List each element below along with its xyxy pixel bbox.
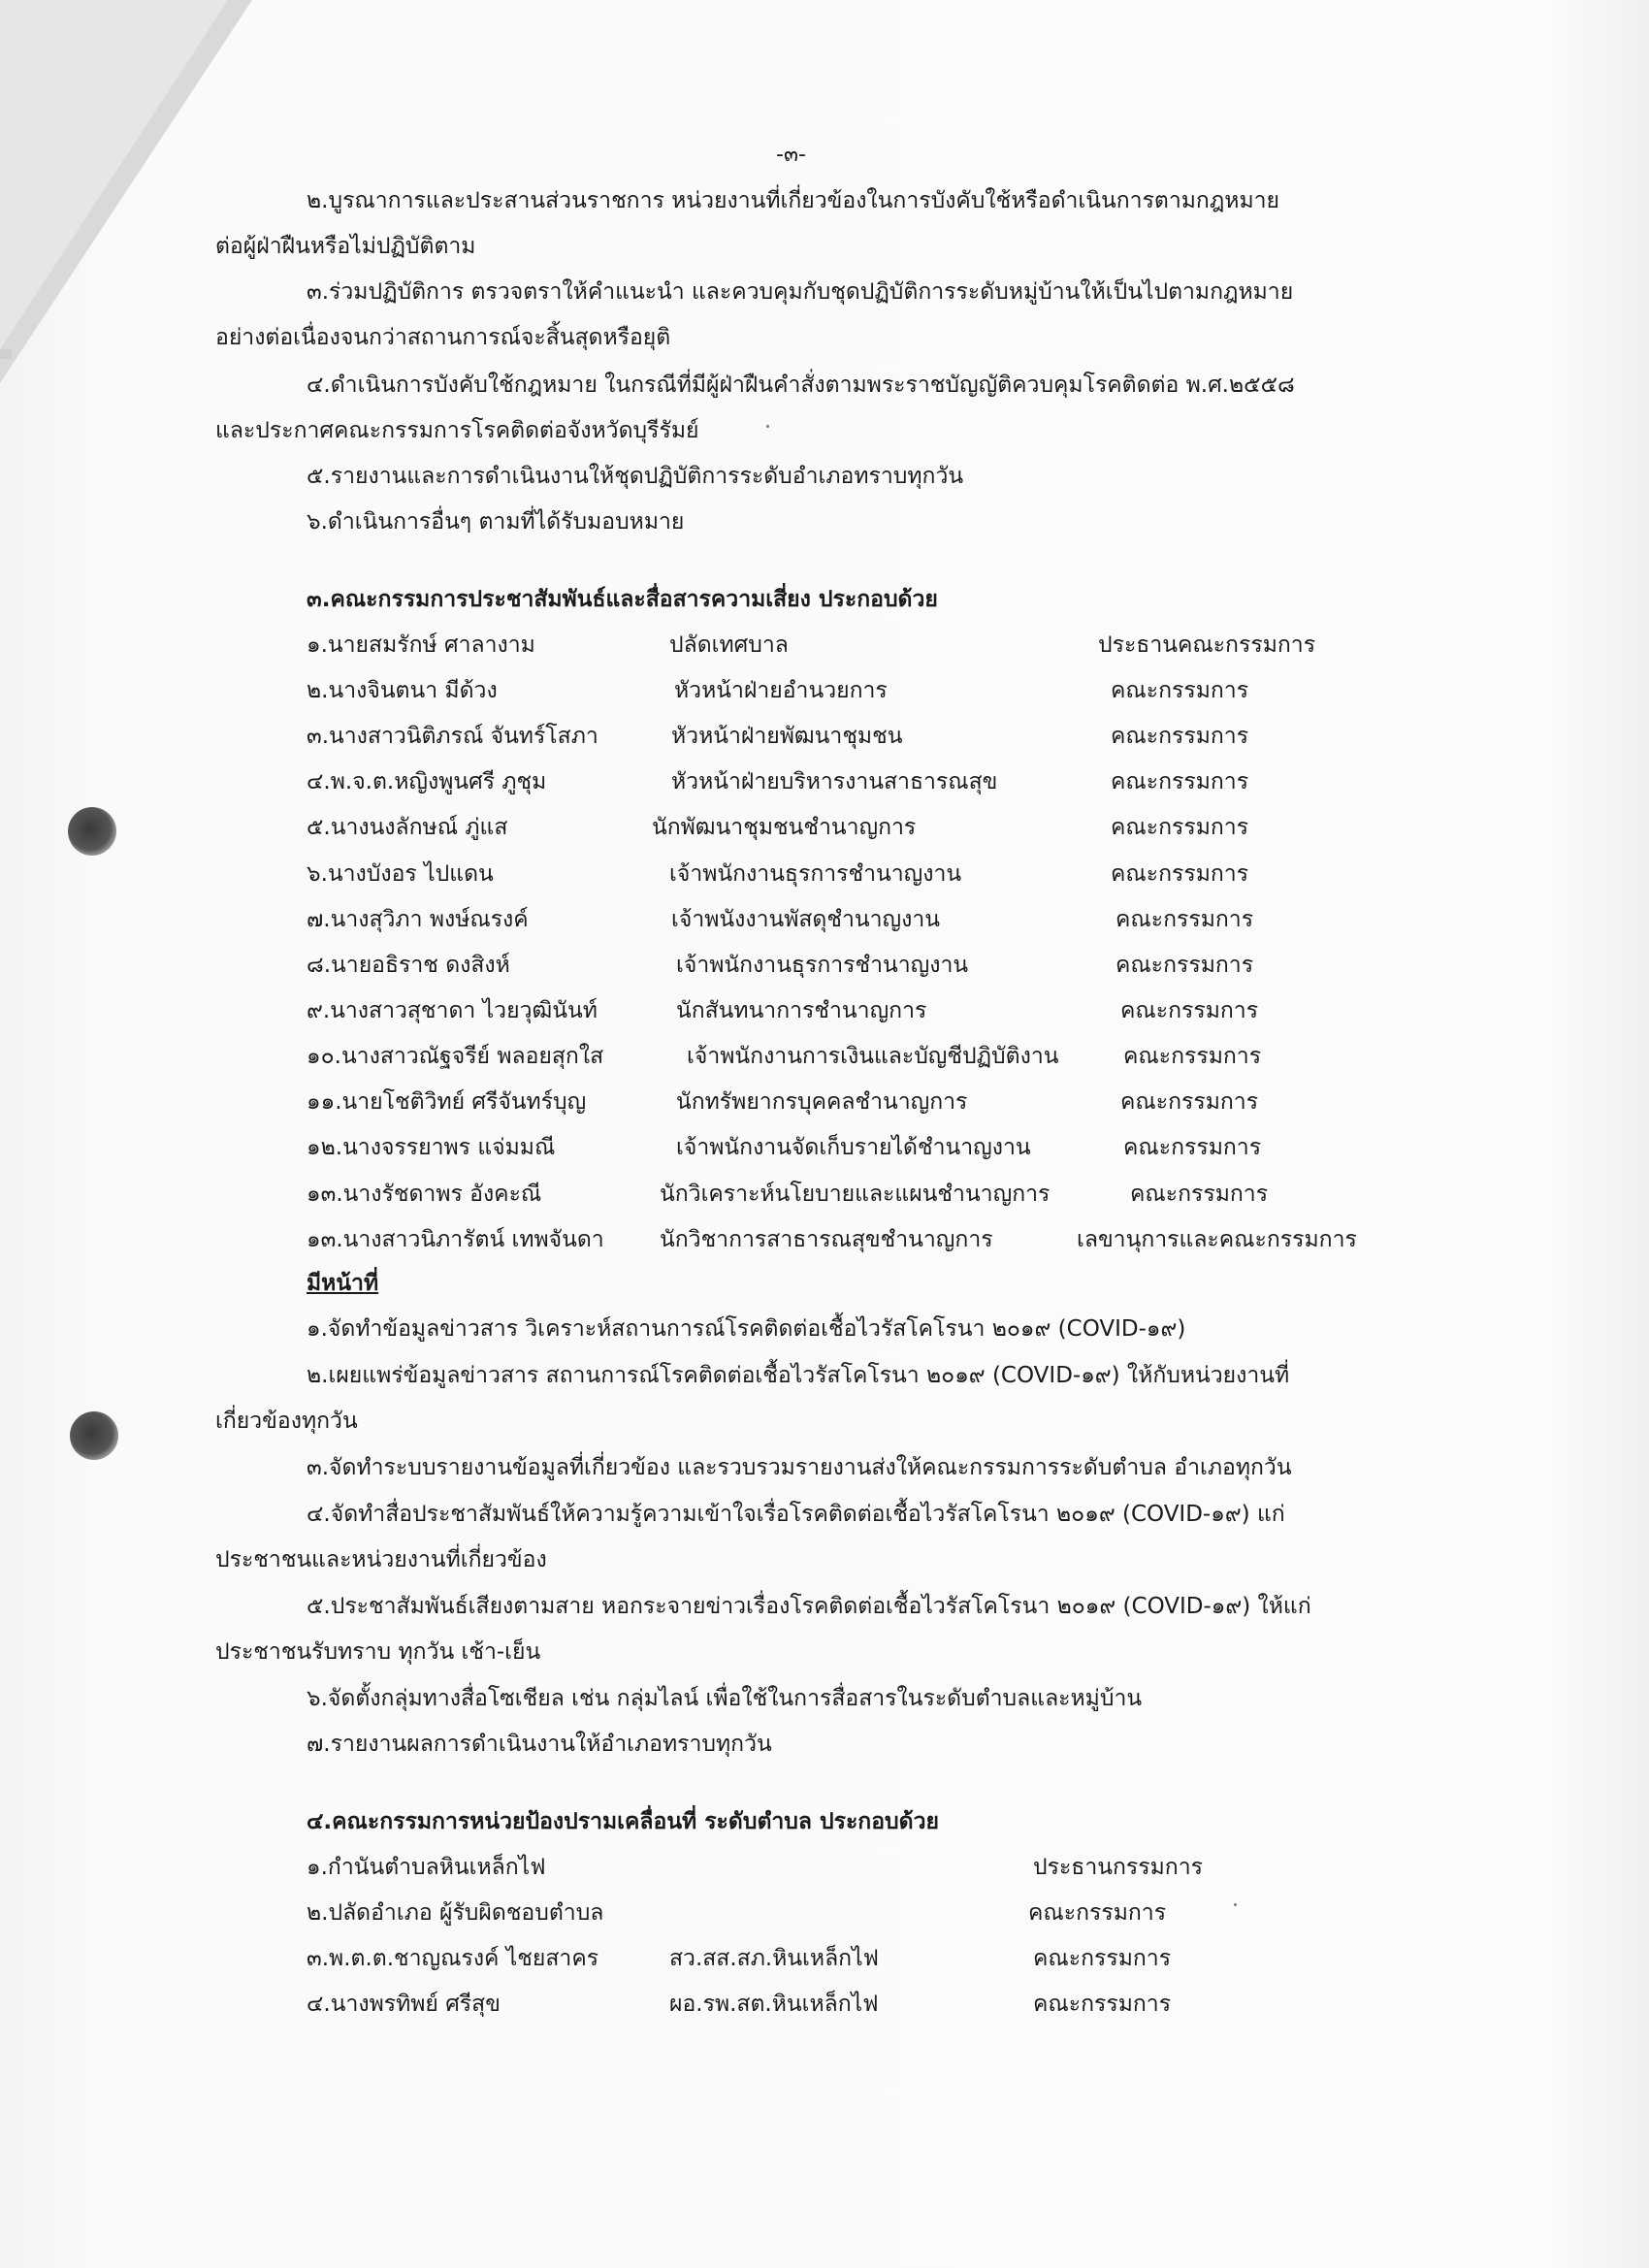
member-name: ๗.นางสุวิภา พงษ์ณรงค์: [307, 907, 529, 932]
member-role: คณะกรรมการ: [1116, 907, 1254, 932]
member-name: ๕.นางนงลักษณ์ ภู่แส: [307, 815, 508, 840]
member-position: นักพัฒนาชุมชนชำนาญการ: [652, 815, 917, 840]
member-position: เจ้าพนังงานพัสดุชำนาญงาน: [671, 907, 940, 932]
scan-speck: [766, 425, 769, 428]
member-position: หัวหน้าฝ่ายพัฒนาชุมชน: [671, 724, 903, 749]
member-position: ปลัดเทศบาล: [669, 632, 789, 658]
duty-line: ประชาชนรับทราบ ทุกวัน เช้า-เย็น: [215, 1639, 541, 1665]
duty-line: ๕.ประชาสัมพันธ์เสียงตามสาย หอกระจายข่าวเรื่องโรคติดต่อเชื้อไวรัสโคโรนา ๒๐๑๙ (COVID-๑๙) ให้แก่: [307, 1594, 1311, 1619]
committee-4-heading: ๔.คณะกรรมการหน่วยป้องปรามเคลื่อนที่ ระดับตำบล ประกอบด้วย: [307, 1809, 939, 1834]
member-role: คณะกรรมการ: [1111, 678, 1249, 703]
member-position: นักวิเคราะห์นโยบายและแผนชำนาญการ: [660, 1182, 1051, 1207]
duty-line: ๕.รายงานและการดำเนินงานให้ชุดปฏิบัติการระดับอำเภอทราบทุกวัน: [307, 464, 964, 489]
edge-shadow: [0, 349, 12, 359]
duty-line: ประชาชนและหน่วยงานที่เกี่ยวข้อง: [215, 1547, 547, 1572]
member-position: เจ้าพนักงานจัดเก็บรายได้ชำนาญงาน: [676, 1135, 1031, 1160]
member-name: ๑.นายสมรักษ์ ศาลางาม: [307, 632, 535, 658]
page-number: -๓-: [776, 143, 806, 167]
member-position: สว.สส.สภ.หินเหล็กไฟ: [669, 1946, 879, 1971]
member-name: ๑๓.นางสาวนิภารัตน์ เทพจันดา: [307, 1227, 604, 1252]
duty-line: ๔.จัดทำสื่อประชาสัมพันธ์ให้ความรู้ความเข้าใจเรื่อโรคติดต่อเชื้อไวรัสโคโรนา ๒๐๑๙ (COVID-๑๙) แก่: [307, 1502, 1285, 1527]
punch-hole-bottom: [70, 1411, 118, 1460]
member-role: คณะกรรมการ: [1111, 815, 1249, 840]
member-position: นักทรัพยากรบุคคลชำนาญการ: [676, 1089, 968, 1115]
member-position: ผอ.รพ.สต.หินเหล็กไฟ: [669, 1992, 879, 2017]
member-role: คณะกรรมการ: [1028, 1900, 1167, 1926]
member-role: คณะกรรมการ: [1120, 998, 1259, 1023]
duty-line: ๓.ร่วมปฏิบัติการ ตรวจตราให้คำแนะนำ และควบคุมกับชุดปฏิบัติการระดับหมู่บ้านให้เป็นไปตามกฎหมาย: [307, 279, 1294, 305]
member-position: หัวหน้าฝ่ายอำนวยการ: [674, 678, 888, 703]
member-name: ๔.นางพรทิพย์ ศรีสุข: [307, 1992, 501, 2017]
duty-line: เกี่ยวข้องทุกวัน: [215, 1409, 358, 1434]
member-role: คณะกรรมการ: [1111, 861, 1249, 887]
member-role: คณะกรรมการ: [1120, 1089, 1259, 1115]
duty-line: ๒.เผยแพร่ข้อมูลข่าวสาร สถานการณ์โรคติดต่อเชื้อไวรัสโคโรนา ๒๐๑๙ (COVID-๑๙) ให้กับหน่วยงานที่: [307, 1363, 1290, 1388]
member-role: คณะกรรมการ: [1130, 1182, 1269, 1207]
duty-line: อย่างต่อเนื่องจนกว่าสถานการณ์จะสิ้นสุดหรือยุติ: [215, 325, 671, 350]
member-position: นักวิชาการสาธารณสุขชำนาญการ: [660, 1227, 993, 1252]
member-name: ๖.นางบังอร ไปแดน: [307, 861, 494, 887]
member-role: คณะกรรมการ: [1123, 1044, 1262, 1069]
member-role: ประธานคณะกรรมการ: [1098, 632, 1316, 658]
member-position: เจ้าพนักงานธุรการชำนาญงาน: [669, 861, 962, 887]
duty-line: ต่อผู้ฝ่าฝืนหรือไม่ปฏิบัติตาม: [215, 234, 476, 259]
duty-line: ๑.จัดทำข้อมูลข่าวสาร วิเคราะห์สถานการณ์โรคติดต่อเชื้อไวรัสโคโรนา ๒๐๑๙ (COVID-๑๙): [307, 1316, 1186, 1342]
punch-hole-top: [68, 807, 116, 856]
duty-line: ๓.จัดทำระบบรายงานข้อมูลที่เกี่ยวข้อง และรวบรวมรายงานส่งให้คณะกรรมการระดับตำบล อำเภอทุกวัน: [307, 1455, 1292, 1480]
member-name: ๑.กำนันตำบลหินเหล็กไฟ: [307, 1855, 546, 1880]
scan-speck: [1234, 1903, 1237, 1906]
member-name: ๑๒.นางจรรยาพร แจ่มมณี: [307, 1135, 556, 1160]
member-name: ๑๑.นายโชติวิทย์ ศรีจันทร์บุญ: [307, 1089, 587, 1115]
member-name: ๔.พ.จ.ต.หญิงพูนศรี ภูชุม: [307, 769, 547, 794]
duty-line: ๗.รายงานผลการดำเนินงานให้อำเภอทราบทุกวัน: [307, 1732, 772, 1757]
member-position: เจ้าพนักงานการเงินและบัญชีปฏิบัติงาน: [687, 1044, 1059, 1069]
member-name: ๑๐.นางสาวณัฐจรีย์ พลอยสุกใส: [307, 1044, 604, 1069]
member-position: เจ้าพนักงานธุรการชำนาญงาน: [676, 953, 969, 978]
member-role: คณะกรรมการ: [1111, 769, 1249, 794]
duty-line: ๔.ดำเนินการบังคับใช้กฎหมาย ในกรณีที่มีผู้ฝ่าฝืนคำสั่งตามพระราชบัญญัติควบคุมโรคติดต่อ พ.ศ.๒๕๕๘: [307, 373, 1295, 398]
duty-line: ๒.บูรณาการและประสานส่วนราชการ หน่วยงานที่เกี่ยวข้องในการบังคับใช้หรือดำเนินการตามกฎหมาย: [307, 188, 1280, 213]
member-role: คณะกรรมการ: [1116, 953, 1254, 978]
member-role: คณะกรรมการ: [1033, 1992, 1172, 2017]
folded-corner-shade: [0, 0, 228, 349]
member-position: นักสันทนาการชำนาญการ: [676, 998, 927, 1023]
member-name: ๒.นางจินตนา มีด้วง: [307, 678, 498, 703]
duty-line: ๖.จัดตั้งกลุ่มทางสื่อโซเชียล เช่น กลุ่มไลน์ เพื่อใช้ในการสื่อสารในระดับตำบลและหมู่บ้าน: [307, 1686, 1143, 1711]
member-role: เลขานุการและคณะกรรมการ: [1077, 1227, 1357, 1252]
member-role: คณะกรรมการ: [1111, 724, 1249, 749]
member-name: ๘.นายอธิราช ดงสิงห์: [307, 953, 510, 978]
committee-3-heading: ๓.คณะกรรมการประชาสัมพันธ์และสื่อสารความเสี่ยง ประกอบด้วย: [307, 587, 938, 612]
duties-heading: มีหน้าที่: [307, 1271, 379, 1296]
member-name: ๑๓.นางรัชดาพร อังคะณี: [307, 1182, 542, 1207]
member-role: คณะกรรมการ: [1033, 1946, 1172, 1971]
duty-line: ๖.ดำเนินการอื่นๆ ตามที่ได้รับมอบหมาย: [307, 509, 685, 535]
member-name: ๒.ปลัดอำเภอ ผู้รับผิดชอบตำบล: [307, 1900, 604, 1926]
member-name: ๓.นางสาวนิติภรณ์ จันทร์โสภา: [307, 724, 598, 749]
member-name: ๓.พ.ต.ต.ชาญณรงค์ ไชยสาคร: [307, 1946, 599, 1971]
member-name: ๙.นางสาวสุชาดา ไวยวุฒินันท์: [307, 998, 598, 1023]
member-position: หัวหน้าฝ่ายบริหารงานสาธารณสุข: [671, 769, 998, 794]
member-role: ประธานกรรมการ: [1033, 1855, 1203, 1880]
duty-line: และประกาศคณะกรรมการโรคติดต่อจังหวัดบุรีรัมย์: [215, 418, 699, 443]
member-role: คณะกรรมการ: [1123, 1135, 1262, 1160]
